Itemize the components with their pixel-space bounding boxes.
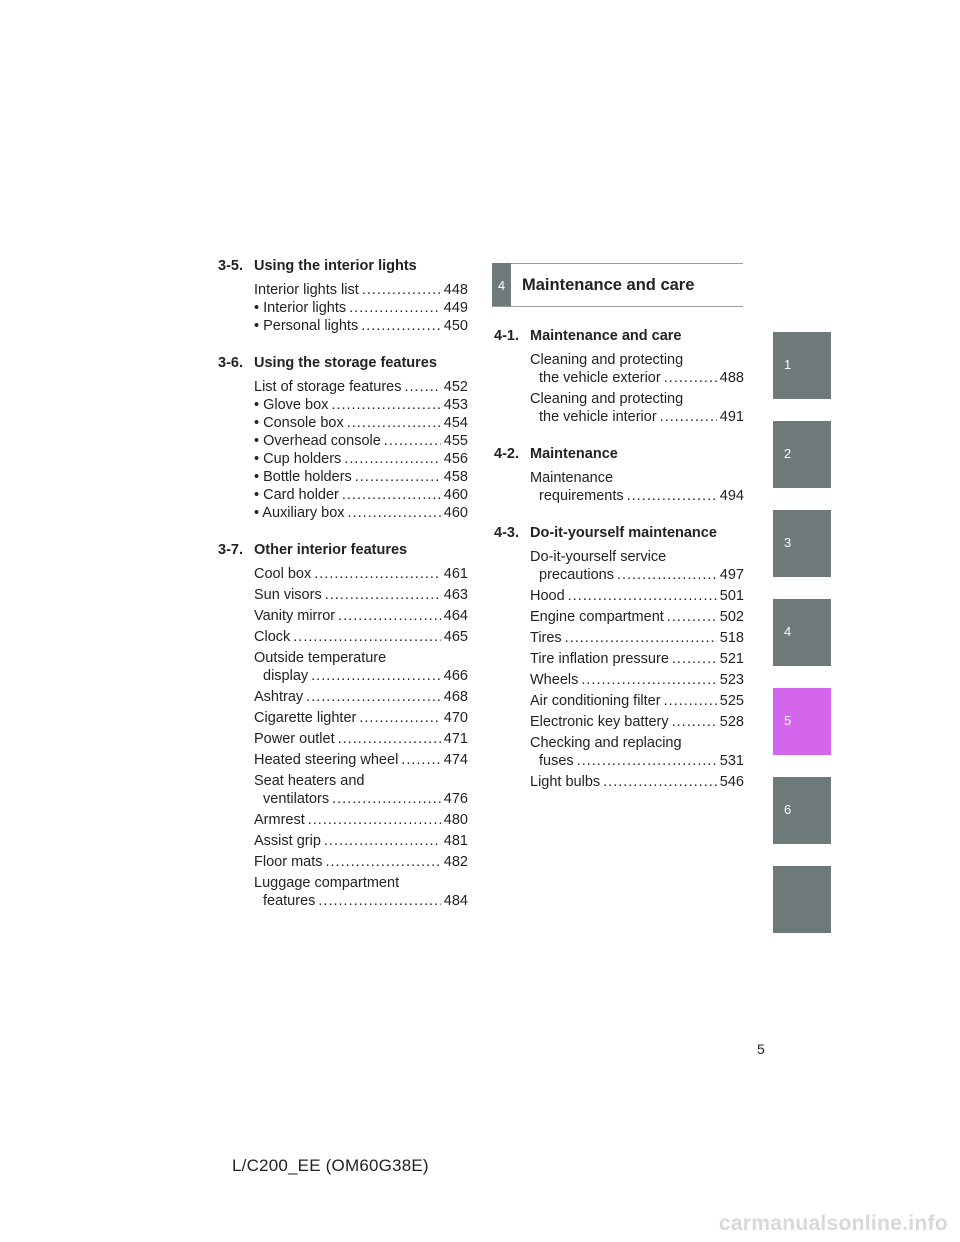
- toc-entry[interactable]: [530, 692, 744, 710]
- toc-entry-row: [254, 853, 468, 871]
- dot-leader: [405, 378, 441, 396]
- toc-entry-title: • Auxiliary box: [254, 505, 345, 521]
- toc-entry[interactable]: [530, 773, 744, 791]
- toc-entry-row: [530, 369, 744, 387]
- document-code: L/C200_EE (OM60G38E): [232, 1156, 429, 1175]
- toc-entry-row: [254, 378, 468, 396]
- toc-entry-title: display: [263, 668, 309, 684]
- dot-leader: [660, 408, 717, 426]
- toc-entry-page: 488: [719, 370, 744, 386]
- section-tab-label: 1: [784, 357, 792, 372]
- toc-entry[interactable]: [254, 688, 468, 706]
- section-number: 3-5.: [218, 258, 243, 274]
- chapter-header-bottom-rule: [492, 306, 743, 307]
- toc-entry-page: 481: [443, 833, 468, 849]
- dot-leader: [293, 628, 441, 646]
- toc-entry-page: 454: [443, 415, 468, 431]
- toc-entry-page: 452: [443, 379, 468, 395]
- toc-entry-row: [254, 486, 468, 504]
- section-number: 3-6.: [218, 355, 243, 371]
- toc-entry[interactable]: [530, 469, 744, 505]
- toc-entry-page: 482: [443, 854, 468, 870]
- chapter-header: [492, 263, 743, 307]
- toc-entry-title: the vehicle exterior: [539, 370, 661, 386]
- toc-section: [494, 444, 744, 505]
- toc-entry-page: 474: [443, 752, 468, 768]
- dot-leader: [306, 688, 441, 706]
- dot-leader: [664, 369, 717, 387]
- toc-entry[interactable]: [254, 586, 468, 604]
- toc-entry-page: 494: [719, 488, 744, 504]
- section-title: Maintenance and care: [530, 328, 682, 344]
- toc-entry-row: [254, 450, 468, 468]
- toc-entry-title: • Personal lights: [254, 318, 359, 334]
- toc-entry-page: 461: [443, 566, 468, 582]
- toc-entry[interactable]: [254, 378, 468, 396]
- dot-leader: [308, 811, 441, 829]
- toc-entry-title: Heated steering wheel: [254, 752, 399, 768]
- toc-entry[interactable]: [530, 734, 744, 770]
- toc-entry-title: fuses: [539, 753, 574, 769]
- toc-entries: [494, 351, 744, 426]
- toc-entry-title: Cigarette lighter: [254, 710, 357, 726]
- right-toc-column: [494, 326, 744, 809]
- toc-entry-page: 449: [443, 300, 468, 316]
- toc-entry-page: 460: [443, 487, 468, 503]
- toc-entry-row: [530, 773, 744, 791]
- toc-entry[interactable]: [530, 351, 744, 387]
- toc-entry-title: Engine compartment: [530, 609, 664, 625]
- dot-leader: [384, 432, 441, 450]
- dot-leader: [667, 608, 717, 626]
- section-tab[interactable]: [773, 599, 831, 666]
- toc-entry[interactable]: [530, 650, 744, 668]
- dot-leader: [603, 773, 717, 791]
- section-tab-label: 6: [784, 802, 792, 817]
- toc-entry-title: • Interior lights: [254, 300, 347, 316]
- toc-entry-row: [530, 587, 744, 605]
- toc-entry[interactable]: [254, 299, 468, 317]
- toc-entry-row: [530, 713, 744, 731]
- toc-section: [218, 353, 468, 522]
- toc-entry-row: [254, 790, 468, 808]
- toc-entry-row: [530, 650, 744, 668]
- toc-section: [494, 326, 744, 426]
- toc-entry-title: Interior lights list: [254, 282, 359, 298]
- toc-entry-title: requirements: [539, 488, 624, 504]
- section-number: 4-1.: [494, 328, 519, 344]
- dot-leader: [331, 396, 440, 414]
- toc-entry[interactable]: [254, 853, 468, 871]
- toc-entry-row: [254, 688, 468, 706]
- section-number: 4-2.: [494, 446, 519, 462]
- toc-entry-page: 470: [443, 710, 468, 726]
- dot-leader: [617, 566, 717, 584]
- toc-entry-page: 463: [443, 587, 468, 603]
- toc-entry-row: [254, 468, 468, 486]
- toc-entry-page: 523: [719, 672, 744, 688]
- section-tab[interactable]: [773, 510, 831, 577]
- toc-entry-page: 455: [443, 433, 468, 449]
- toc-entry-page: 468: [443, 689, 468, 705]
- dot-leader: [338, 730, 441, 748]
- toc-entry[interactable]: [254, 486, 468, 504]
- toc-entry-title: • Card holder: [254, 487, 339, 503]
- dot-leader: [342, 486, 441, 504]
- dot-leader: [577, 752, 717, 770]
- toc-entry-row: [254, 892, 468, 910]
- toc-entry-row: [530, 487, 744, 505]
- toc-entry-page: 528: [719, 714, 744, 730]
- section-tab-label: 3: [784, 535, 792, 550]
- toc-entry-title: Tires: [530, 630, 562, 646]
- dot-leader: [332, 790, 441, 808]
- chapter-number-badge: 4: [492, 263, 511, 307]
- toc-section: [218, 540, 468, 910]
- toc-entry[interactable]: [254, 628, 468, 646]
- toc-section: [218, 256, 468, 335]
- toc-entry-title: • Glove box: [254, 397, 329, 413]
- toc-entry-page: 484: [443, 893, 468, 909]
- toc-entry-title: Electronic key battery: [530, 714, 669, 730]
- toc-entry-row: [254, 504, 468, 522]
- dot-leader: [672, 713, 717, 731]
- section-tab[interactable]: [773, 421, 831, 488]
- toc-entry-title: Wheels: [530, 672, 579, 688]
- toc-entry-page: 546: [719, 774, 744, 790]
- toc-entry[interactable]: [254, 468, 468, 486]
- toc-entry-page: 456: [443, 451, 468, 467]
- toc-entry-page: 465: [443, 629, 468, 645]
- toc-entry[interactable]: [254, 317, 468, 335]
- toc-entry-page: 491: [719, 409, 744, 425]
- toc-entry-title: Air conditioning filter: [530, 693, 661, 709]
- toc-entry-page: 501: [719, 588, 744, 604]
- toc-entry[interactable]: [254, 772, 468, 808]
- dot-leader: [324, 832, 441, 850]
- section-heading[interactable]: [218, 256, 468, 278]
- toc-entry-title-line: Luggage compartment: [254, 875, 400, 891]
- section-heading[interactable]: [218, 540, 468, 562]
- toc-entry-row: [254, 299, 468, 317]
- section-tab[interactable]: [773, 688, 831, 755]
- toc-entry[interactable]: [254, 649, 468, 685]
- dot-leader: [359, 709, 440, 727]
- toc-entry-page: 521: [719, 651, 744, 667]
- toc-entry-title: • Cup holders: [254, 451, 342, 467]
- toc-entry-row: [254, 832, 468, 850]
- section-number: 3-7.: [218, 542, 243, 558]
- toc-entry-page: 460: [443, 505, 468, 521]
- dot-leader: [311, 667, 441, 685]
- toc-entry-title: List of storage features: [254, 379, 402, 395]
- dot-leader: [581, 671, 716, 689]
- toc-entry-row: [530, 608, 744, 626]
- toc-entry-title-line: Checking and replacing: [530, 735, 682, 751]
- section-heading[interactable]: [494, 444, 744, 466]
- toc-entry-page: 502: [719, 609, 744, 625]
- toc-entry-row: [254, 730, 468, 748]
- toc-entry-page: 448: [443, 282, 468, 298]
- toc-entry-title: Tire inflation pressure: [530, 651, 669, 667]
- toc-entry-title: Power outlet: [254, 731, 335, 747]
- dot-leader: [627, 487, 717, 505]
- toc-entry-title: Ashtray: [254, 689, 304, 705]
- dot-leader: [664, 692, 717, 710]
- toc-entry-row: [254, 751, 468, 769]
- toc-entry[interactable]: [254, 565, 468, 583]
- dot-leader: [326, 853, 441, 871]
- toc-entry-row: [254, 432, 468, 450]
- toc-entry-page: 480: [443, 812, 468, 828]
- dot-leader: [361, 317, 441, 335]
- toc-entry[interactable]: [530, 629, 744, 647]
- toc-entry-row: [254, 414, 468, 432]
- dot-leader: [347, 414, 441, 432]
- section-title: Other interior features: [254, 542, 408, 558]
- toc-entry[interactable]: [254, 730, 468, 748]
- toc-entry-title: the vehicle interior: [539, 409, 657, 425]
- toc-entry[interactable]: [254, 709, 468, 727]
- dot-leader: [338, 607, 441, 625]
- toc-entry-page: 525: [719, 693, 744, 709]
- toc-entry-title-line: Cleaning and protecting: [530, 352, 684, 368]
- dot-leader: [672, 650, 717, 668]
- toc-entry[interactable]: [530, 608, 744, 626]
- toc-entries: [494, 469, 744, 505]
- toc-entry-row: [254, 586, 468, 604]
- dot-leader: [344, 450, 441, 468]
- toc-entry-row: [530, 752, 744, 770]
- toc-entry-title: Assist grip: [254, 833, 321, 849]
- toc-entry-title: • Bottle holders: [254, 469, 352, 485]
- toc-entries: [218, 565, 468, 910]
- toc-entry[interactable]: [530, 587, 744, 605]
- toc-entries: [494, 548, 744, 791]
- toc-entry-row: [530, 566, 744, 584]
- dot-leader: [401, 751, 441, 769]
- section-number: 4-3.: [494, 525, 519, 541]
- toc-entry-row: [254, 607, 468, 625]
- toc-entry[interactable]: [530, 390, 744, 426]
- toc-entry-row: [254, 709, 468, 727]
- dot-leader: [568, 587, 717, 605]
- toc-entry-title: Light bulbs: [530, 774, 601, 790]
- toc-section: [494, 523, 744, 791]
- dot-leader: [348, 504, 441, 522]
- chapter-title: Maintenance and care: [522, 276, 695, 294]
- toc-entry-page: 476: [443, 791, 468, 807]
- dot-leader: [325, 586, 441, 604]
- toc-entry[interactable]: [530, 548, 744, 584]
- toc-entry-title: features: [263, 893, 316, 909]
- toc-entry[interactable]: [530, 713, 744, 731]
- section-tab-label: 5: [784, 713, 792, 728]
- section-heading[interactable]: [494, 326, 744, 348]
- toc-entry-page: 531: [719, 753, 744, 769]
- toc-entry-title: ventilators: [263, 791, 330, 807]
- toc-entry-page: 471: [443, 731, 468, 747]
- toc-entry[interactable]: [254, 504, 468, 522]
- toc-entry-page: 518: [719, 630, 744, 646]
- dot-leader: [565, 629, 717, 647]
- section-heading[interactable]: [494, 523, 744, 545]
- toc-entry-title: Floor mats: [254, 854, 323, 870]
- page-number: 5: [757, 1041, 765, 1057]
- toc-entry-row: [254, 565, 468, 583]
- toc-entry[interactable]: [530, 671, 744, 689]
- watermark: carmanualsonline.info: [718, 1212, 948, 1235]
- left-toc-column: [218, 256, 468, 928]
- toc-entry-title: Clock: [254, 629, 291, 645]
- toc-entry[interactable]: [254, 874, 468, 910]
- toc-entry[interactable]: [254, 607, 468, 625]
- toc-entries: [218, 378, 468, 522]
- toc-entry-title-line: Outside temperature: [254, 650, 387, 666]
- section-title: Using the storage features: [254, 355, 437, 371]
- toc-entry-row: [254, 628, 468, 646]
- toc-entry-row: [254, 396, 468, 414]
- toc-entries: [218, 281, 468, 335]
- section-title: Using the interior lights: [254, 258, 417, 274]
- toc-entry-title: precautions: [539, 567, 614, 583]
- section-heading[interactable]: [218, 353, 468, 375]
- toc-entry-row: [530, 408, 744, 426]
- toc-entry-row: [530, 692, 744, 710]
- toc-entry[interactable]: [254, 832, 468, 850]
- toc-entry-title: Sun visors: [254, 587, 322, 603]
- toc-entry-page: 464: [443, 608, 468, 624]
- toc-entry-page: 466: [443, 668, 468, 684]
- section-tab-label: 4: [784, 624, 792, 639]
- toc-entry-title-line: Maintenance: [530, 470, 614, 486]
- toc-entry-row: [254, 811, 468, 829]
- toc-entry-row: [254, 317, 468, 335]
- toc-entry[interactable]: [254, 450, 468, 468]
- toc-entry[interactable]: [254, 432, 468, 450]
- section-tab[interactable]: [773, 332, 831, 399]
- toc-entry-title: • Console box: [254, 415, 344, 431]
- toc-entry-row: [530, 629, 744, 647]
- toc-entry[interactable]: [254, 414, 468, 432]
- toc-entry[interactable]: [254, 811, 468, 829]
- toc-entry-title: Cool box: [254, 566, 312, 582]
- toc-entry[interactable]: [254, 396, 468, 414]
- toc-entry-title-line: Do-it-yourself service: [530, 549, 667, 565]
- dot-leader: [349, 299, 441, 317]
- toc-entry-row: [254, 667, 468, 685]
- section-title: Maintenance: [530, 446, 618, 462]
- toc-entry-title: Armrest: [254, 812, 305, 828]
- section-tab-label: 2: [784, 446, 792, 461]
- toc-entry-row: [254, 281, 468, 299]
- section-title: Do-it-yourself maintenance: [530, 525, 717, 541]
- toc-entry[interactable]: [254, 281, 468, 299]
- toc-entry-page: 497: [719, 567, 744, 583]
- dot-leader: [318, 892, 440, 910]
- toc-entry-title-line: Cleaning and protecting: [530, 391, 684, 407]
- toc-entry-page: 450: [443, 318, 468, 334]
- toc-entry-title: • Overhead console: [254, 433, 381, 449]
- toc-entry-title: Hood: [530, 588, 565, 604]
- dot-leader: [355, 468, 441, 486]
- section-tab[interactable]: [773, 866, 831, 933]
- toc-entry-row: [530, 671, 744, 689]
- toc-entry-page: 458: [443, 469, 468, 485]
- toc-entry-title-line: Seat heaters and: [254, 773, 365, 789]
- toc-entry[interactable]: [254, 751, 468, 769]
- dot-leader: [314, 565, 441, 583]
- toc-entry-page: 453: [443, 397, 468, 413]
- toc-entry-title: Vanity mirror: [254, 608, 336, 624]
- dot-leader: [362, 281, 441, 299]
- section-tab[interactable]: [773, 777, 831, 844]
